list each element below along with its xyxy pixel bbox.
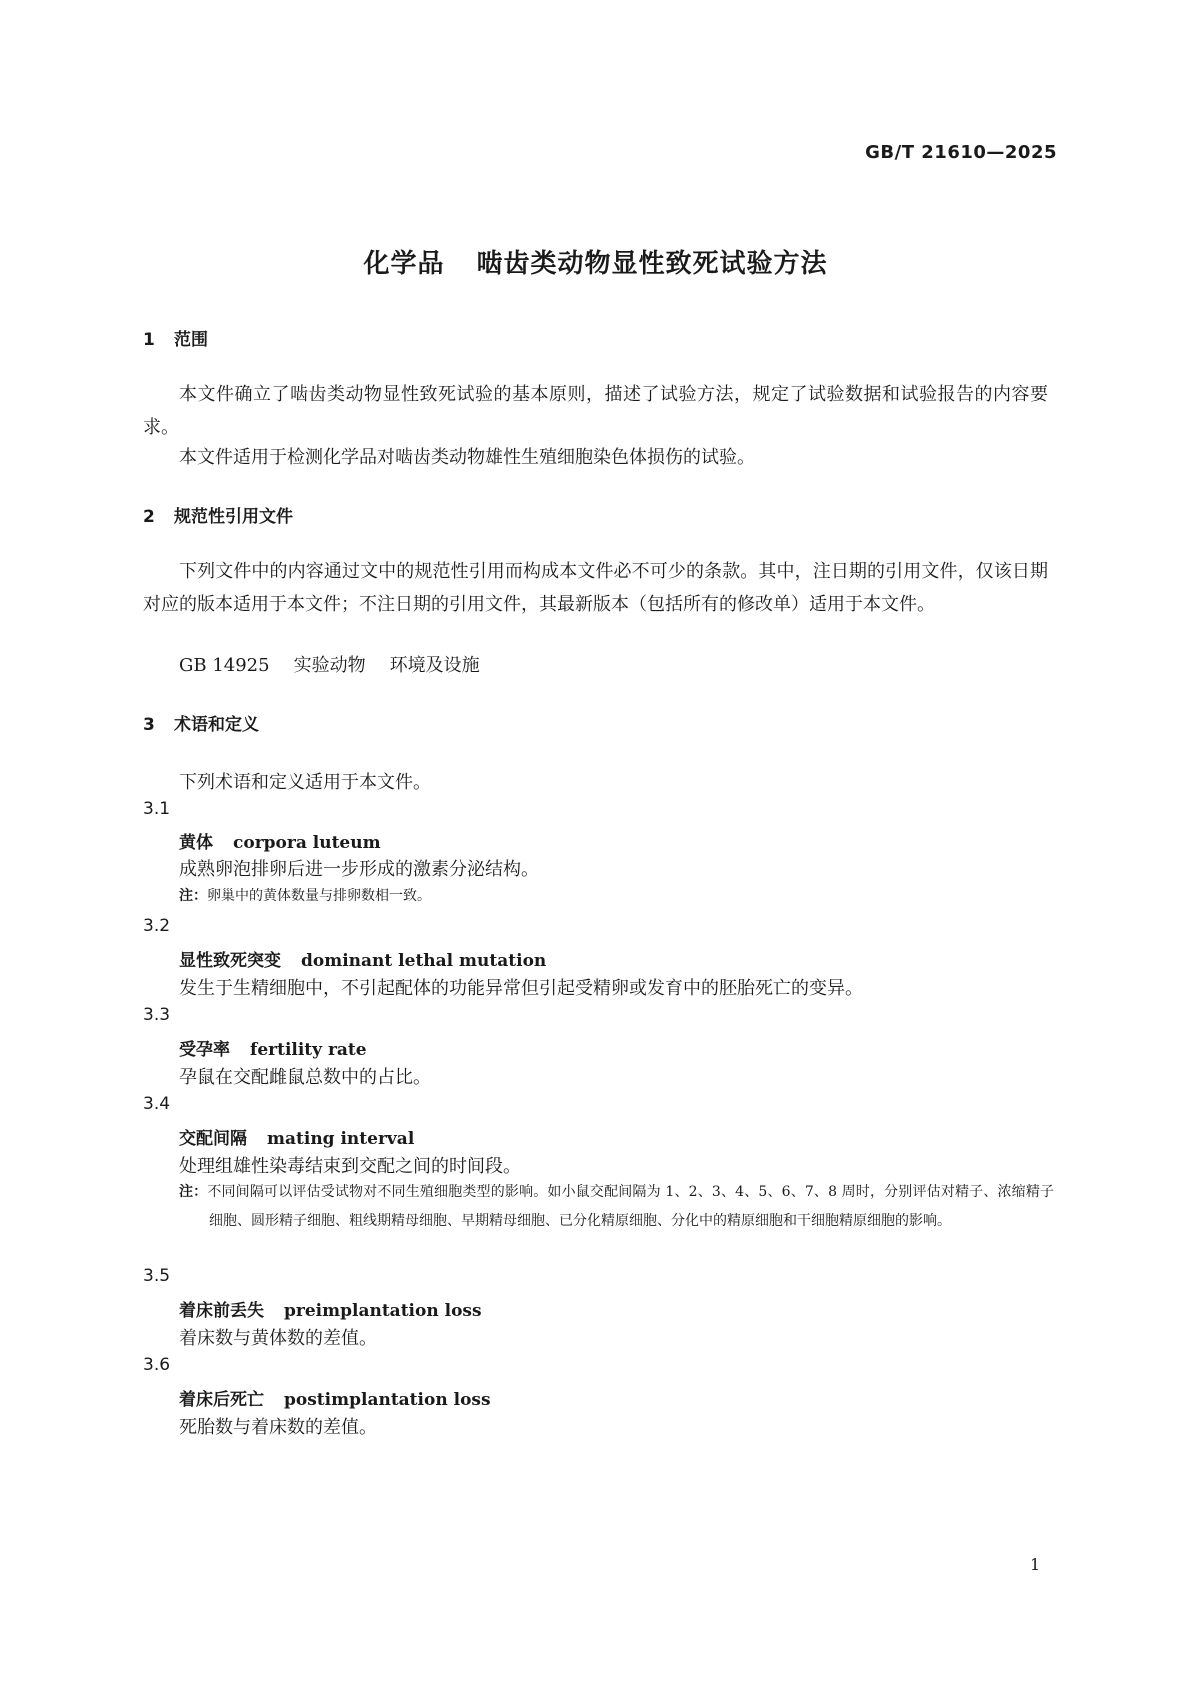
note-text: 卵巢中的黄体数量与排卵数相一致。 <box>207 888 431 904</box>
term-zh: 着床前丢失 <box>179 1301 264 1321</box>
title-part-2: 啮齿类动物显性致死试验方法 <box>476 249 828 279</box>
term-definition: 成熟卵泡排卵后进一步形成的激素分泌结构。 <box>179 859 539 880</box>
section-1-paragraph-1: 本文件确立了啮齿类动物显性致死试验的基本原则，描述了试验方法，规定了试验数据和试验报告的内容要求。 <box>143 384 1048 438</box>
section-title: 规范性引用文件 <box>174 507 293 527</box>
section-1-paragraph-2: 本文件适用于检测化学品对啮齿类动物雄性生殖细胞染色体损伤的试验。 <box>179 447 755 468</box>
term-note <box>179 1178 1054 1236</box>
section-number: 3 <box>143 715 155 735</box>
note-label: 注： <box>179 1184 208 1200</box>
term-number: 3.1 <box>143 799 171 819</box>
note-label: 注： <box>179 888 207 904</box>
section-1-heading <box>143 325 208 350</box>
term-en: corpora luteum <box>233 833 381 853</box>
term-definition: 死胎数与着床数的差值。 <box>179 1417 377 1438</box>
term-number: 3.5 <box>143 1266 171 1286</box>
term-zh: 受孕率 <box>179 1040 230 1060</box>
term-en: preimplantation loss <box>284 1301 482 1321</box>
page-number: 1 <box>1030 1555 1041 1574</box>
term-zh: 着床后死亡 <box>179 1390 264 1410</box>
reference-title-a: 实验动物 <box>293 655 366 676</box>
term-en: postimplantation loss <box>284 1390 491 1410</box>
standard-code: GB/T 21610—2025 <box>865 142 1057 163</box>
term-en: mating interval <box>267 1129 415 1149</box>
term-number: 3.6 <box>143 1355 171 1375</box>
term-zh: 交配间隔 <box>179 1129 247 1149</box>
term-definition: 孕鼠在交配雌鼠总数中的占比。 <box>179 1067 431 1088</box>
section-3-heading <box>143 710 259 735</box>
term-entry <box>179 946 546 971</box>
term-definition: 发生于生精细胞中，不引起配体的功能异常但引起受精卵或发育中的胚胎死亡的变异。 <box>179 978 863 999</box>
term-entry <box>179 1035 367 1060</box>
section-number: 2 <box>143 507 155 527</box>
section-2-heading <box>143 502 293 527</box>
term-definition: 着床数与黄体数的差值。 <box>179 1328 377 1349</box>
reference-code: GB 14925 <box>179 655 270 676</box>
term-en: dominant lethal mutation <box>301 951 547 971</box>
term-entry <box>179 1296 482 1321</box>
term-en: fertility rate <box>250 1040 367 1060</box>
title-part-1: 化学品 <box>363 249 445 279</box>
document-title <box>0 243 1191 280</box>
term-zh: 显性致死突变 <box>179 951 281 971</box>
section-title: 术语和定义 <box>174 715 259 735</box>
term-definition: 处理组雄性染毒结束到交配之间的时间段。 <box>179 1156 521 1177</box>
note-text: 不同间隔可以评估受试物对不同生殖细胞类型的影响。如小鼠交配间隔为 1、2、3、4、5、6、7、8 周时，分别评估对精子、浓缩精子细胞、圆形精子细胞、粗线期精母细胞、早期精母细胞、已分化精原细胞、分化中的精原细胞和干细胞精原细胞的影响。 <box>207 1184 1055 1229</box>
section-3-intro: 下列术语和定义适用于本文件。 <box>179 772 431 793</box>
term-number: 3.2 <box>143 916 171 936</box>
term-entry <box>179 1385 491 1410</box>
term-note <box>179 882 1054 911</box>
normative-reference <box>179 651 480 677</box>
section-number: 1 <box>143 330 155 350</box>
term-number: 3.4 <box>143 1094 171 1114</box>
term-entry <box>179 828 381 853</box>
reference-title-b: 环境及设施 <box>389 655 480 676</box>
term-number: 3.3 <box>143 1005 171 1025</box>
section-title: 范围 <box>174 330 208 350</box>
term-entry <box>179 1124 414 1149</box>
section-2-paragraph-1: 下列文件中的内容通过文中的规范性引用而构成本文件必不可少的条款。其中，注日期的引用文件，仅该日期对应的版本适用于本文件；不注日期的引用文件，其最新版本（包括所有的修改单）适用于本文件。 <box>143 561 1048 615</box>
term-zh: 黄体 <box>179 833 213 853</box>
